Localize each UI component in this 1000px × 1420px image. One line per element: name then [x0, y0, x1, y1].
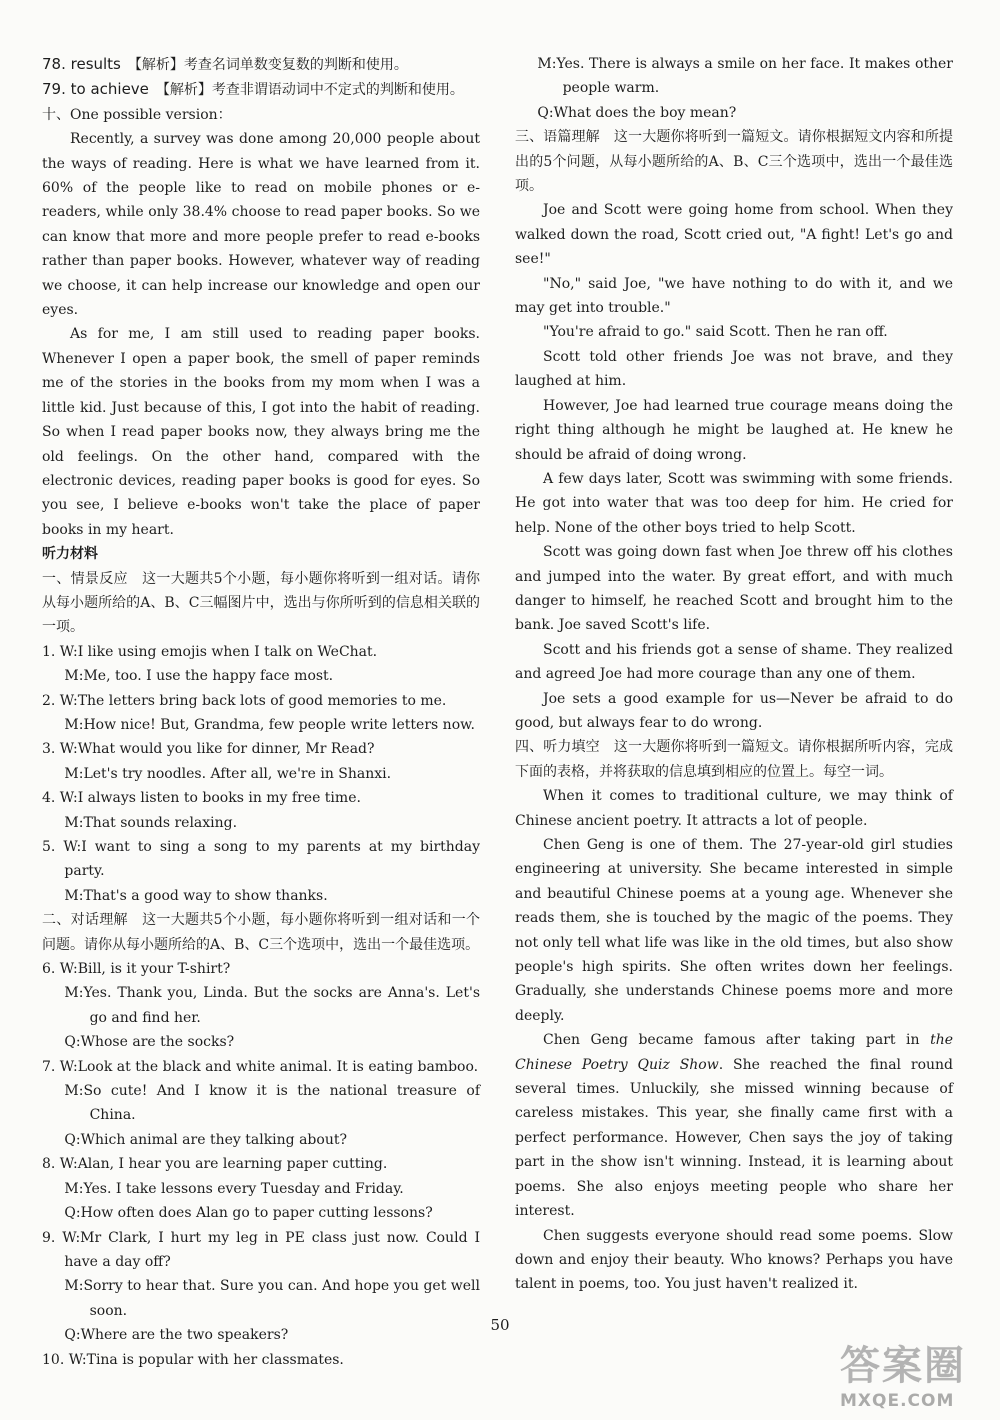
- passage-4-paragraph-2: Chen Geng is one of them. The 27-year-old girl studies engineering at university. She became interested in simple and beautiful Chinese poems at a young age. Whenever she reads them, she is touched by the magic of the poems. They not only tell what life was like in the old times, but also show people's high spirits. She often writes down her feelings. Gradually, she understands Chinese poems more and more deeply.: [515, 837, 953, 1024]
- dialogue-7-q: Q:Which animal are they talking about?: [64, 1131, 347, 1148]
- dialogue-9-q: Q:Where are the two speakers?: [64, 1327, 289, 1344]
- essay-paragraph-2: As for me, I am still used to reading paper books. Whenever I open a paper book, the smell of paper reminds me of the stories in the books from my mom when I was a little kid. Just because of this, I got into the habit of reading. So when I read paper books now, they always bring me the old feelings. On the other hand, compared with the electronic devices, reading paper books is good for eyes. So you see, I believe e-books won't take the place of paper books in my heart.: [42, 326, 480, 538]
- section-2-heading: 二、对话理解 这一大题共5个小题，每小题你将听到一组对话和一个问题。请你从每小题所给的A、B、C三个选项中，选出一个最佳选项。: [42, 912, 480, 953]
- passage-3-paragraph-4: Scott told other friends Joe was not brave, and they laughed at him.: [515, 348, 953, 390]
- dialogue-1-m: M:Me, too. I use the happy face most.: [64, 668, 334, 685]
- show-title: the Chinese Poetry Quiz Show: [515, 1032, 953, 1073]
- passage-3-paragraph-3: "You're afraid to go." said Scott. Then he ran off.: [543, 324, 888, 341]
- left-column: [42, 52, 480, 1372]
- dialogue-8-q: Q:How often does Alan go to paper cutting lessons?: [64, 1205, 433, 1222]
- dialogue-8-w: 8. W:Alan, I hear you are learning paper cutting.: [42, 1156, 388, 1173]
- section-3-heading: 三、语篇理解 这一大题你将听到一篇短文。请你根据短文内容和所提出的5个问题，从每小题所给的A、B、C三个选项中，选出一个最佳选项。: [515, 129, 953, 195]
- dialogue-6-w: 6. W:Bill, is it your T-shirt?: [42, 961, 231, 978]
- answer-79: 79. to achieve 【解析】考查非谓语动词中不定式的判断和使用。: [42, 80, 464, 99]
- dialogue-3-w: 3. W:What would you like for dinner, Mr Read?: [42, 741, 375, 758]
- dialogue-4-w: 4. W:I always listen to books in my free time.: [42, 790, 361, 807]
- essay-paragraph-1: Recently, a survey was done among 20,000 people about the ways of reading. Here is what we have learned from it. 60% of the people like to read on mobile phones or e-readers, while only 38.4% choose to read paper books. So we can know that more and more people prefer to read e-books rather than paper books. However, whatever way of reading we choose, it can help increase our knowledge and open our eyes.: [42, 131, 480, 319]
- essay-heading: 十、One possible version：: [42, 106, 232, 123]
- page-number: 50: [490, 1316, 510, 1334]
- passage-4-paragraph-1: When it comes to traditional culture, we may think of Chinese ancient poetry. It attracts a lot of people.: [515, 788, 953, 829]
- dialogue-2-w: 2. W:The letters bring back lots of good memories to me.: [42, 692, 447, 709]
- dialogue-3-m: M:Let's try noodles. After all, we're in Shanxi.: [64, 765, 392, 782]
- passage-3-paragraph-7: Scott was going down fast when Joe threw off his clothes and jumped into the water. By great effort, and with much danger to himself, he reached Scott and brought him to the bank. Joe saved Scott's life.: [515, 544, 953, 634]
- passage-3-paragraph-2: "No," said Joe, "we have nothing to do with it, and we may get into trouble.": [515, 275, 953, 317]
- answer-78: 78. results 【解析】考查名词单数变复数的判断和使用。: [42, 55, 408, 73]
- dialogue-9-w: 9. W:Mr Clark, I hurt my leg in PE class just now. Could I have a day off?: [42, 1229, 480, 1270]
- dialogue-5-m: M:That's a good way to show thanks.: [64, 887, 328, 904]
- dialogue-5-w: 5. W:I want to sing a song to my parents at my birthday party.: [42, 839, 480, 880]
- watermark-logo: [840, 1334, 980, 1411]
- dialogue-10-m: M:Yes. There is always a smile on her face. It makes other people warm.: [537, 56, 953, 97]
- passage-3-paragraph-5: However, Joe had learned true courage means doing the right thing although he might be laughed at. He knew he should be afraid of doing wrong.: [515, 397, 953, 463]
- right-column: [515, 52, 953, 1297]
- dialogue-7-m: M:So cute! And I know it is the national treasure of China.: [64, 1083, 480, 1124]
- dialogue-9-m: M:Sorry to hear that. Sure you can. And hope you get well soon.: [64, 1278, 481, 1319]
- passage-3-paragraph-6: A few days later, Scott was swimming with some friends. He got into water that was too deep for him. He cried for help. None of the other boys tried to help Scott.: [515, 470, 953, 536]
- dialogue-6-q: Q:Whose are the socks?: [64, 1034, 235, 1051]
- passage-4-paragraph-3: Chen Geng became famous after taking part in the Chinese Poetry Quiz Show. She reached the final round several times. Unluckily, she missed winning because of careless mistakes. This year, she finally came first with a perfect performance. However, Chen says the joy of taking part in the show isn't winning. Instead, it is learning about poems. She also enjoys meeting people who share her interest.: [515, 1032, 953, 1220]
- dialogue-4-m: M:That sounds relaxing.: [64, 814, 238, 831]
- section-4-heading: 四、听力填空 这一大题你将听到一篇短文。请你根据所听内容，完成下面的表格，并将获取的信息填到相应的位置上。每空一词。: [515, 739, 953, 780]
- dialogue-6-m: M:Yes. Thank you, Linda. But the socks are Anna's. Let's go and find her.: [64, 985, 480, 1026]
- dialogue-8-m: M:Yes. I take lessons every Tuesday and Friday.: [64, 1180, 404, 1197]
- section-1-heading: 一、情景反应 这一大题共5个小题，每小题你将听到一组对话。请你从每小题所给的A、B、C三幅图片中，选出与你所听到的信息相关联的一项。: [42, 570, 480, 636]
- dialogue-7-w: 7. W:Look at the black and white animal. It is eating bamboo.: [42, 1058, 479, 1075]
- passage-3-paragraph-1: Joe and Scott were going home from school. When they walked down the road, Scott cried out, "A fight! Let's go and see!": [515, 202, 953, 268]
- watermark-url: MXQE.COM: [840, 1391, 955, 1411]
- dialogue-2-m: M:How nice! But, Grandma, few people write letters now.: [64, 716, 475, 733]
- dialogue-10-w: 10. W:Tina is popular with her classmates.: [42, 1351, 344, 1368]
- passage-3-paragraph-8: Scott and his friends got a sense of shame. They realized and agreed Joe had more courage than any one of them.: [515, 641, 953, 683]
- passage-3-paragraph-9: Joe sets a good example for us—Never be afraid to do good, but always fear to do wrong.: [515, 690, 953, 731]
- listening-title: 听力材料: [42, 546, 98, 563]
- watermark-text: 答案圈: [840, 1343, 966, 1389]
- dialogue-1-w: 1. W:I like using emojis when I talk on WeChat.: [42, 643, 378, 660]
- dialogue-10-q: Q:What does the boy mean?: [537, 104, 737, 121]
- passage-4-paragraph-4: Chen suggests everyone should read some poems. Slow down and enjoy their beauty. Who knows? Perhaps you have talent in poems, too. You just haven't realized it.: [515, 1227, 953, 1293]
